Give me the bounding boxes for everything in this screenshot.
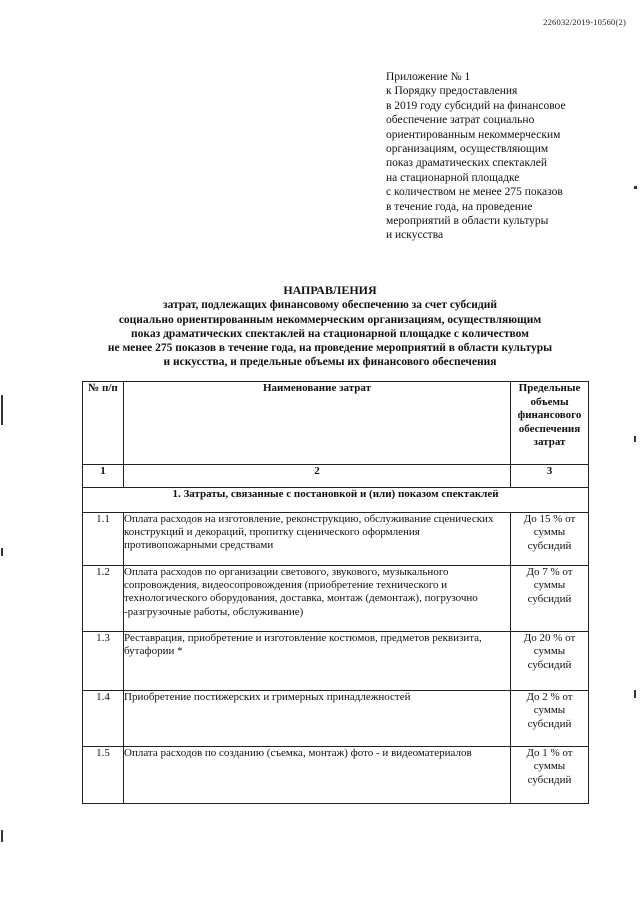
column-number-row bbox=[83, 465, 589, 488]
table-row bbox=[83, 691, 589, 747]
row-cost-name: Оплата расходов по организации светового, звукового, музыкального сопровождения, видеосопровождения (приобретение технического и технологического оборудования, доставка, монтаж (демонтаж), погрузочно -разгрузочные работы, обслуживание) bbox=[124, 566, 511, 632]
row-limit: До 7 % от суммы субсидий bbox=[511, 566, 589, 632]
row-limit: До 20 % от суммы субсидий bbox=[511, 632, 589, 691]
header-limit: Предельные объемы финансового обеспечения затрат bbox=[511, 382, 589, 465]
row-number: 1.3 bbox=[83, 632, 124, 691]
column-number: 1 bbox=[83, 465, 124, 488]
header-number: № п/п bbox=[83, 382, 124, 465]
scan-edge-mark bbox=[1, 548, 3, 556]
column-number: 2 bbox=[124, 465, 511, 488]
scan-edge-mark bbox=[634, 436, 636, 442]
table-header-row bbox=[83, 382, 589, 465]
document-title bbox=[40, 283, 620, 370]
appendix-line: к Порядку предоставления bbox=[386, 85, 518, 98]
row-limit: До 1 % от суммы субсидий bbox=[511, 747, 589, 804]
title-line: показ драматических спектаклей на стационарной площадке с количеством bbox=[131, 327, 529, 340]
appendix-line: мероприятий в области культуры bbox=[386, 215, 549, 228]
table-row bbox=[83, 632, 589, 691]
row-cost-name: Оплата расходов на изготовление, реконструкцию, обслуживание сценических конструкций и декораций, пропитку сценического оформления противопожарными средствами bbox=[124, 513, 511, 566]
appendix-line: на стационарной площадке bbox=[386, 171, 520, 184]
appendix-line: в течение года, на проведение bbox=[386, 200, 533, 213]
row-number: 1.4 bbox=[83, 691, 124, 747]
scan-edge-mark bbox=[1, 830, 3, 842]
appendix-note bbox=[386, 70, 626, 243]
appendix-line: организациям, осуществляющим bbox=[386, 143, 549, 156]
table-row bbox=[83, 566, 589, 632]
scan-edge-mark bbox=[1, 395, 3, 425]
appendix-line: в 2019 году субсидий на финансовое bbox=[386, 99, 566, 112]
row-cost-name: Реставрация, приобретение и изготовление костюмов, предметов реквизита, бутафории * bbox=[124, 632, 511, 691]
appendix-line: ориентированным некоммерческим bbox=[386, 128, 561, 141]
appendix-line: с количеством не менее 275 показов bbox=[386, 186, 563, 199]
row-cost-name: Оплата расходов по созданию (съемка, монтаж) фото - и видеоматериалов bbox=[124, 747, 511, 804]
section-title: 1. Затраты, связанные с постановкой и (или) показом спектаклей bbox=[83, 488, 589, 513]
row-number: 1.5 bbox=[83, 747, 124, 804]
title-line: затрат, подлежащих финансовому обеспечению за счет субсидий bbox=[163, 299, 497, 312]
title-main: НАПРАВЛЕНИЯ bbox=[283, 283, 377, 297]
title-line: социально ориентированным некоммерческим организациям, осуществляющим bbox=[118, 313, 542, 326]
appendix-line: Приложение № 1 bbox=[386, 71, 471, 83]
column-number: 3 bbox=[511, 465, 589, 488]
row-limit: До 15 % от суммы субсидий bbox=[511, 513, 589, 566]
appendix-line: обеспечение затрат социально bbox=[386, 114, 535, 127]
table-row bbox=[83, 513, 589, 566]
document-id: 226032/2019-10560(2) bbox=[543, 17, 626, 27]
row-limit: До 2 % от суммы субсидий bbox=[511, 691, 589, 747]
table-row bbox=[83, 747, 589, 804]
appendix-line: показ драматических спектаклей bbox=[386, 157, 548, 170]
section-row bbox=[83, 488, 589, 513]
title-line: не менее 275 показов в течение года, на проведение мероприятий в области культуры bbox=[107, 342, 553, 355]
scan-edge-mark bbox=[634, 690, 636, 698]
row-cost-name: Приобретение постижерских и гримерных принадлежностей bbox=[124, 691, 511, 747]
header-cost-name: Наименование затрат bbox=[124, 382, 511, 465]
appendix-line: и искусства bbox=[386, 229, 444, 242]
scan-edge-mark bbox=[634, 186, 637, 189]
title-line: и искусства, и предельные объемы их финансового обеспечения bbox=[163, 356, 497, 369]
cost-directions-table bbox=[82, 381, 589, 804]
row-number: 1.2 bbox=[83, 566, 124, 632]
row-number: 1.1 bbox=[83, 513, 124, 566]
